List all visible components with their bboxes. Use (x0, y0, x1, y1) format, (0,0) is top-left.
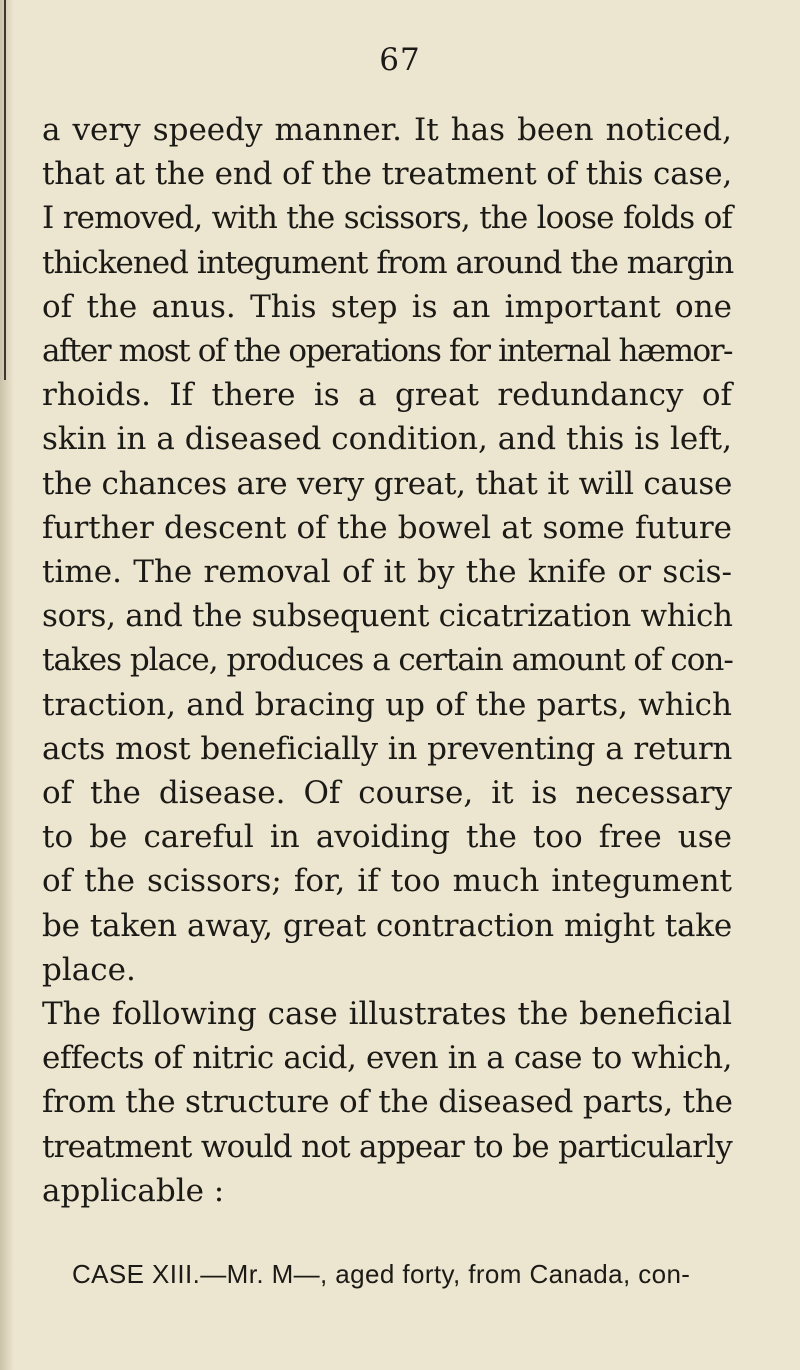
text-line: time. The removal of it by the knife or scis- (42, 554, 732, 591)
text-line: of the scissors; for, if too much integument (42, 863, 732, 900)
text-line: thickened integument from around the margin (42, 244, 734, 281)
text-line: after most of the operations for internal hæmor- (42, 333, 732, 370)
text-line: effects of nitric acid, even in a case to which, (42, 1040, 732, 1077)
text-line: rhoids. If there is a great redundancy of (42, 377, 732, 414)
body-text (42, 108, 732, 1213)
text-line: traction, and bracing up of the parts, which (42, 686, 732, 723)
text-line: the chances are very great, that it will cause (42, 465, 732, 502)
page-number: 67 (379, 42, 421, 78)
text-line: I removed, with the scissors, the loose folds of (42, 200, 732, 237)
text-line: The following case illustrates the beneficial (42, 996, 732, 1033)
text-line: of the anus. This step is an important one (42, 288, 732, 325)
text-line: acts most beneficially in preventing a return (42, 730, 732, 767)
text-line: a very speedy manner. It has been noticed, (42, 112, 732, 148)
text-line: of the disease. Of course, it is necessary (42, 775, 732, 812)
text-line: skin in a diseased condition, and this is left, (42, 421, 732, 458)
text-line: takes place, produces a certain amount of con- (42, 642, 733, 679)
text-line: be taken away, great contraction might take (42, 907, 732, 944)
text-line: place. (42, 951, 136, 988)
text-line: sors, and the subsequent cicatrization which (42, 598, 733, 635)
text-line: applicable : (42, 1172, 225, 1209)
case-heading: CASE XIII.—Mr. M—, aged forty, from Canada, con- (72, 1259, 691, 1289)
text-line: that at the end of the treatment of this case, (42, 156, 732, 193)
page-gutter-shadow (0, 0, 14, 1370)
text-line: further descent of the bowel at some future (42, 509, 732, 546)
text-line: from the structure of the diseased parts, the (42, 1084, 733, 1121)
text-line: to be careful in avoiding the too free use (42, 819, 732, 856)
text-line: treatment would not appear to be particularly (42, 1128, 732, 1165)
